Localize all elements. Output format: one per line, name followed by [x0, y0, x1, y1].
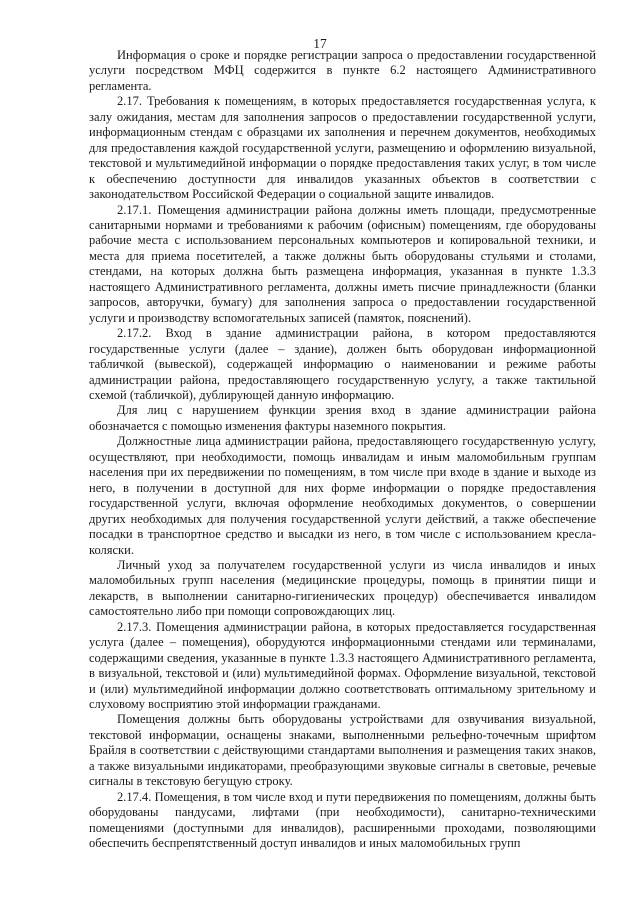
page-number: 17: [313, 36, 327, 51]
paragraph-2-17-3-info-stands: 2.17.3. Помещения администрации района, в которых предоставляется государственная услуга (далее – помещения), оборудуются информационными стендами или терминалами, содержащими сведения, указанные в пункте 1.3.3 настоящего Административного регламента, в визуальной, текстовой и (или) мультимедийной формах. Оформление визуальной, текстовой и (или) мультимедийной информации должно соответствовать оптимальному зрительному и слуховому восприятию этой информации гражданами.: [89, 619, 596, 712]
document-body: [89, 48, 596, 852]
paragraph-2-17-1-premises: 2.17.1. Помещения администрации района должны иметь площади, предусмотренные санитарными нормами и требованиями к рабочим (офисным) помещениям, где оборудованы рабочие места с использованием персональных компьютеров и копировальной техники, и места для приема посетителей, а также должны быть оборудованы стульями и столами, стендами, на которых должна быть размещена информация, указанная в пункте 1.3.3 настоящего Административного регламента, должны иметь писчие принадлежности (бланки запросов, авторучки, бумагу) для заполнения запроса о предоставлении государственной услуги и производству вспомогательных записей (памяток, пояснений).: [89, 202, 596, 325]
paragraph-mfc-registration: Информация о сроке и порядке регистрации запроса о предоставлении государственной услуги посредством МФЦ содержится в пункте 6.2 настоящего Административного регламента.: [89, 48, 596, 93]
paragraph-personal-care: Личный уход за получателем государственной услуги из числа инвалидов и иных маломобильных групп населения (медицинские процедуры, помощь в принятии пищи и лекарств, в выполнении санитарно-гигиенических процедур) обеспечивается инвалидом самостоятельно либо при помощи сопровождающих лиц.: [89, 557, 596, 619]
paragraph-braille-equipment: Помещения должны быть оборудованы устройствами для озвучивания визуальной, текстовой информации, оснащены знаками, выполненными рельефно-точечным шрифтом Брайля в соответствии с действующими стандартами выполнения и размещения таких знаков, а также визуальными индикаторами, преобразующими звуковые сигналы в световые, речевые сигналы в текстовую бегущую строку.: [89, 712, 596, 789]
paragraph-officials-assistance: Должностные лица администрации района, предоставляющего государственную услугу, осуществляют, при необходимости, помощь инвалидам и иным маломобильным группам населения при их передвижении по помещениям, в том числе при входе в здание и выходе из него, в получении в доступной для них форме информации о порядке предоставления государственной услуги, включая оформление необходимых документов, о совершении других необходимых для получения государственной услуги действий, а также обеспечение посадки в транспортное средство и высадки из него, в том числе с использованием кресла-коляски.: [89, 434, 596, 557]
paragraph-2-17-2-entrance: 2.17.2. Вход в здание администрации района, в котором предоставляются государственные услуги (далее – здание), должен быть оборудован информационной табличкой (вывеской), содержащей информацию о наименовании и режиме работы администрации района, предоставляющего государственную услугу, а также тактильной схемой (табличкой), дублирующей данную информацию.: [89, 326, 596, 402]
paragraph-2-17-premises-requirements: 2.17. Требования к помещениям, в которых предоставляется государственная услуга, к залу ожидания, местам для заполнения запросов о предоставлении государственной услуги, информационным стендам с образцами их заполнения и перечнем документов, необходимых для предоставления каждой государственной услуги, размещению и оформлению визуальной, текстовой и мультимедийной информации о порядке предоставления таких услуг, в том числе к обеспечению доступности для инвалидов указанных объектов в соответствии с законодательством Российской Федерации о социальной защите инвалидов.: [89, 94, 596, 202]
paragraph-2-17-4-ramps: 2.17.4. Помещения, в том числе вход и пути передвижения по помещениям, должны быть оборудованы пандусами, лифтами (при необходимости), санитарно-техническими помещениями (доступными для инвалидов), расширенными проходами, позволяющими обеспечить беспрепятственный доступ инвалидов и иных маломобильных групп: [89, 789, 596, 851]
paragraph-visual-impairment: Для лиц с нарушением функции зрения вход в здание администрации района обозначается с помощью изменения фактуры наземного покрытия.: [89, 403, 596, 433]
